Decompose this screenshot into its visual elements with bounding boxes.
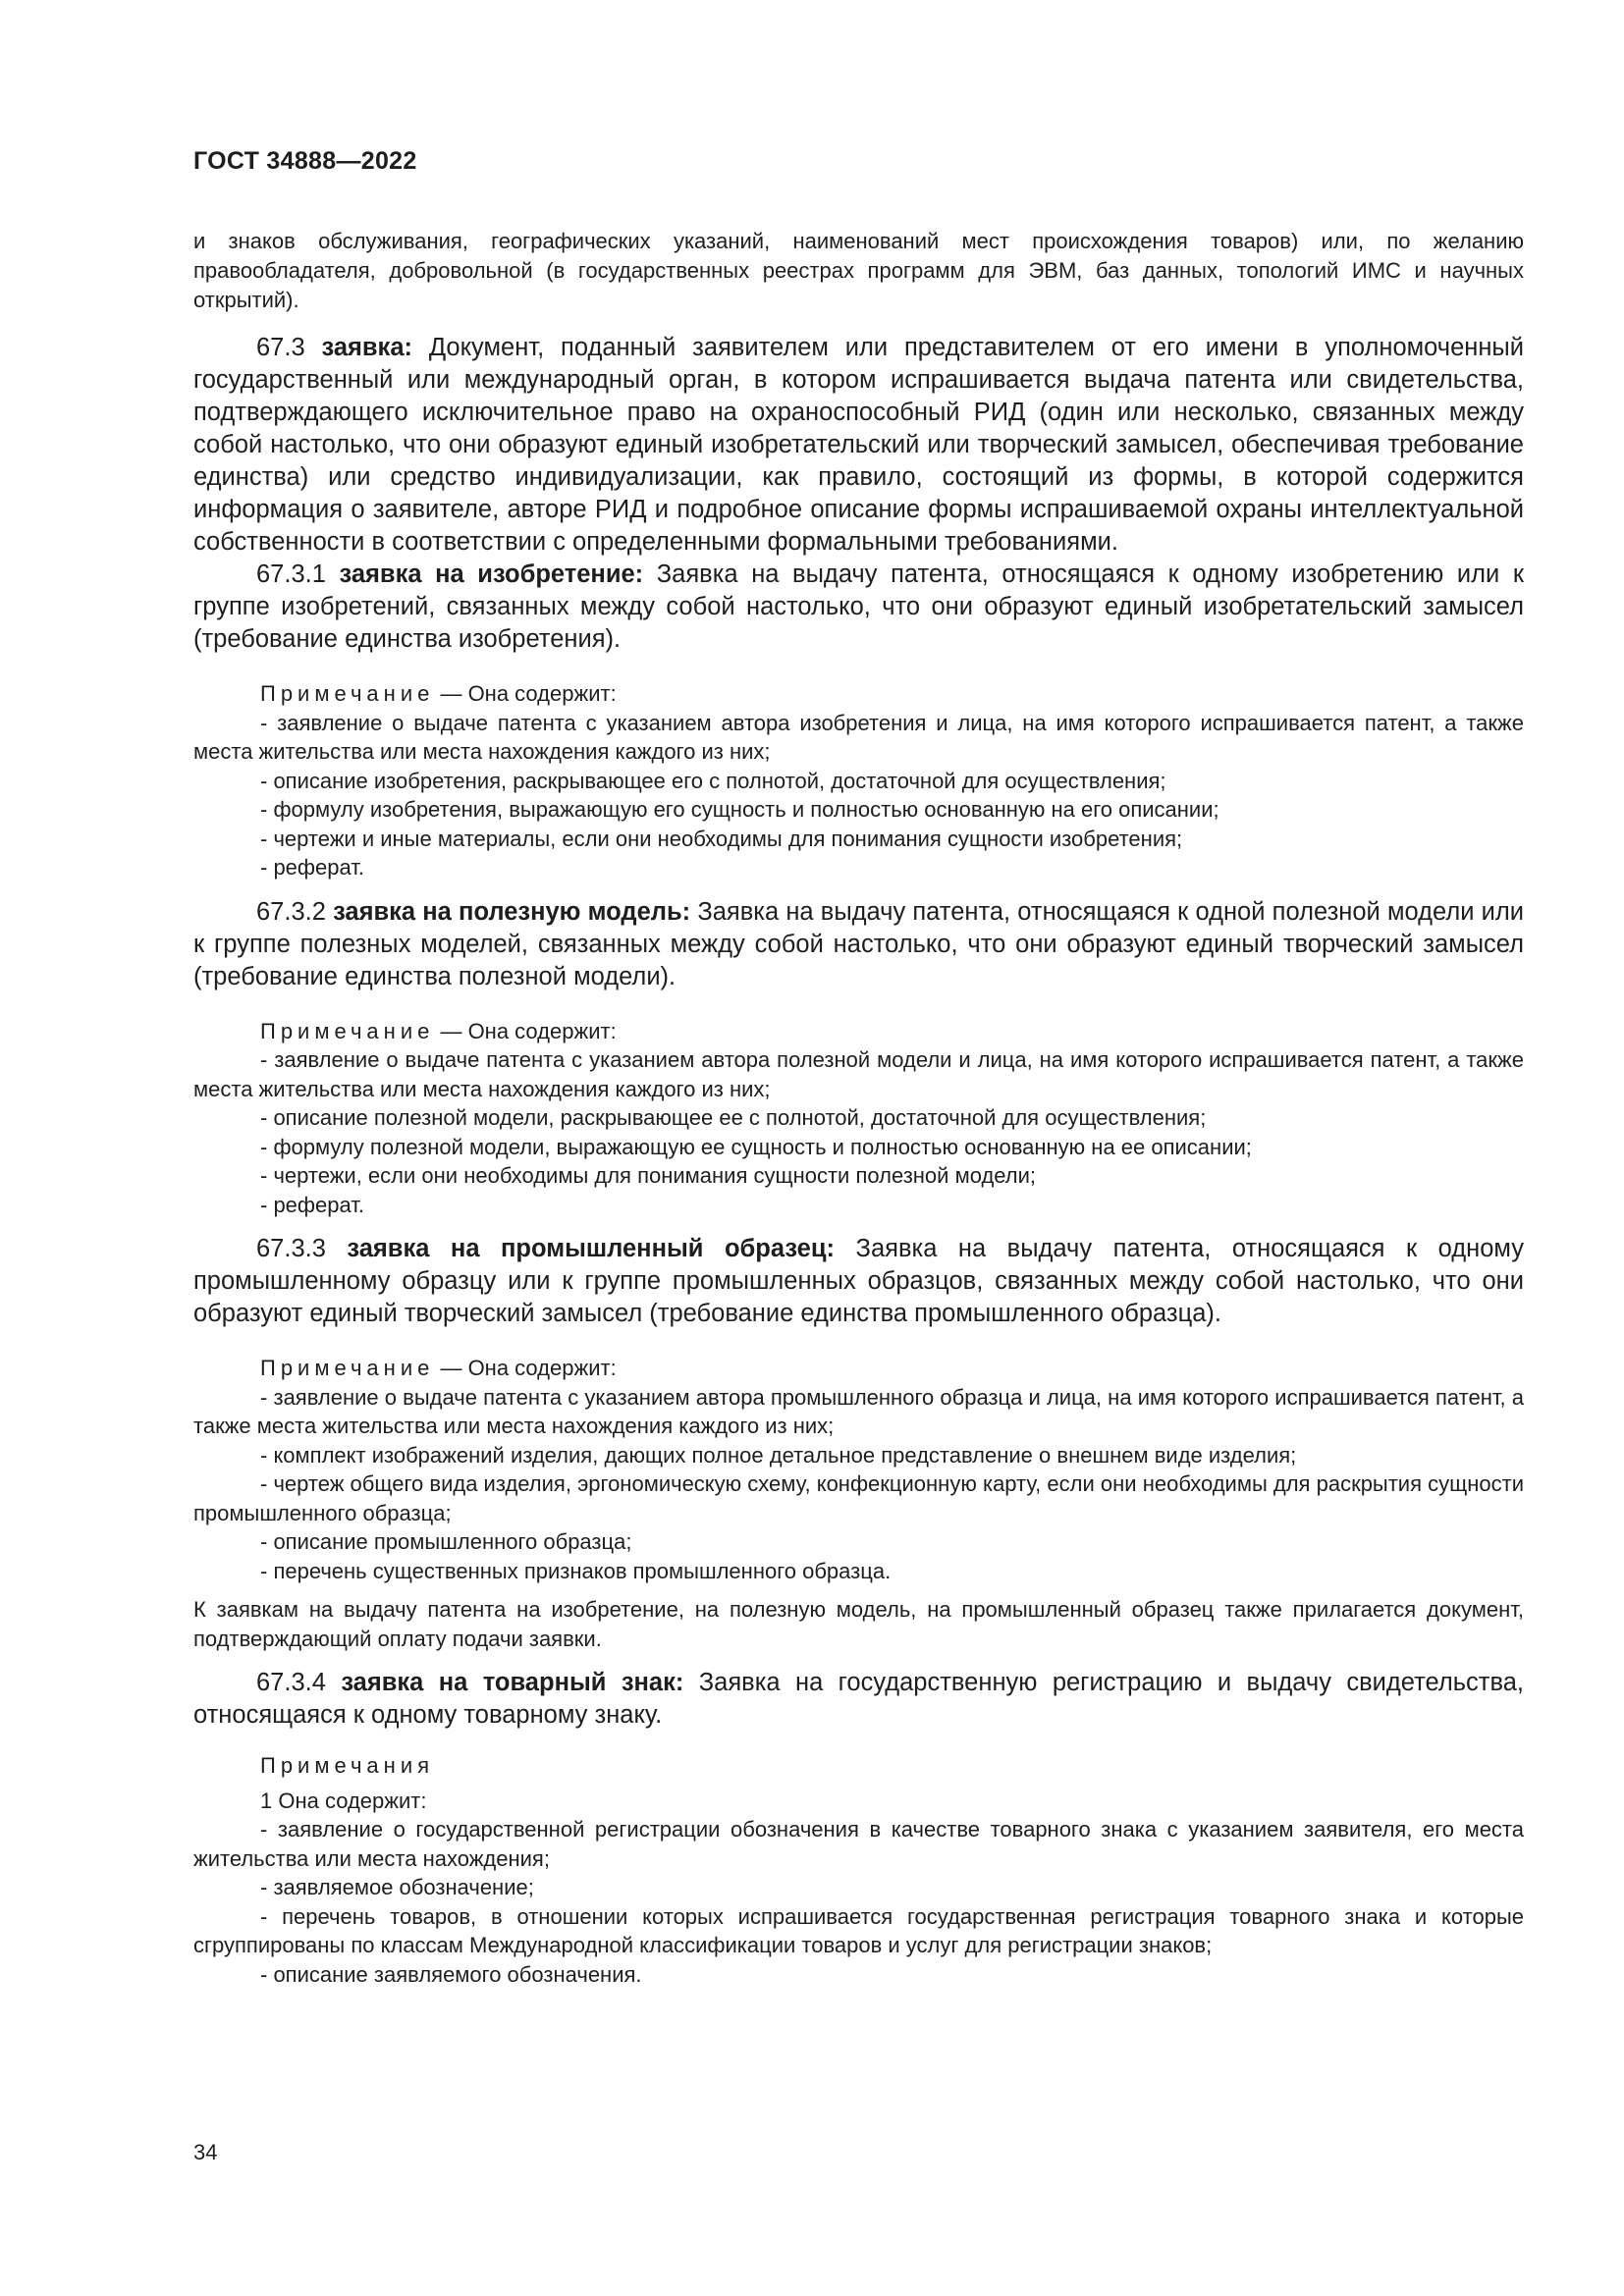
section-67-3-3: 67.3.3 заявка на промышленный образец: Заявка на выдачу патента, относящаяся к одному промышленному образцу или к группе промышленных образцов, связанных между собой настолько, что они образуют единый творческий замысел (требование единства промышленного образца). [193,1235,1524,1327]
list-item: - реферат. [260,1192,364,1217]
list-item: - перечень товаров, в отношении которых испрашивается государственная регистрация товарного знака и которые сгруппированы по классам Международной классификации товаров и услуг для регистрации знаков; [193,1903,1524,1957]
list-item: - комплект изображений изделия, дающих полное детальное представление о внешнем виде изделия; [260,1442,1297,1468]
list-item: - заявление о выдаче патента с указанием автора промышленного образца и лица, на имя которого испрашивается патент, а также места жительства или места нахождения каждого из них; [193,1384,1524,1438]
page-number: 34 [193,2140,218,2164]
note-label: Примечание [260,1356,435,1380]
note-67-3-1: Примечание — Она содержит: - заявление о выдаче патента с указанием автора изобретения и лица, на имя которого испрашивается патент, а также места жительства или места нахождения каждого из них; - описание изобретения, раскрывающее его с полнотой, достаточной для осуществления; - формулу изобретения, выражающую его сущность и полностью основанную на его описании; - чертежи и иные материалы, если они необходимы для понимания сущности изобретения; - реферат. [193,679,1524,882]
list-item: - заявление о выдаче патента с указанием автора полезной модели и лица, на имя которого испрашивается патент, а также места жительства или места нахождения каждого из них; [193,1047,1524,1101]
list-item: - чертежи, если они необходимы для понимания сущности полезной модели; [260,1163,1037,1188]
document-header: ГОСТ 34888—2022 [193,147,417,175]
note-67-3-3: Примечание — Она содержит: - заявление о выдаче патента с указанием автора промышленного образца и лица, на имя которого испрашивается патент, а также места жительства или места нахождения каждого из них; - комплект изображений изделия, дающих полное детальное представление о внешнем виде изделия; - чертеж общего вида изделия, эргономическую схему, конфекционную карту, если они необходимы для раскрытия сущности промышленного образца; - описание промышленного образца; - перечень существенных признаков промышленного образца. К заявкам на выдачу патента на изобретение, на полезную модель, на промышленный образец также прилагается документ, подтверждающий оплату подачи заявки. [193,1354,1524,1653]
note-67-3-4 [193,1751,1524,1989]
note-sub-intro: 1 Она содержит: [260,1788,427,1813]
list-item: - реферат. [260,855,364,880]
note-label: Примечание [260,1018,435,1043]
list-item: - описание изобретения, раскрывающее его с полнотой, достаточной для осуществления; [260,768,1166,793]
list-item: - заявляемое обозначение; [260,1875,534,1899]
list-item: - формулу полезной модели, выражающую ее сущность и полностью основанную на ее описании; [260,1134,1252,1159]
section-67-3: 67.3 заявка: Документ, поданный заявителем или представителем от его имени в уполномоченный государственный или международный орган, в котором испрашивается выдача патента или свидетельства, подтверждающего исключительное право на охраноспособный РИД (один или несколько, связанных между собой настолько, что они образуют единый изобретательский или творческий замысел, обеспечивая требование единства) или средство индивидуализации, как правило, состоящий из формы, в которой содержится информация о заявителе, авторе РИД и подробное описание формы испрашиваемой охраны интеллектуальной собственности в соответствии с определенными формальными требованиями. [193,334,1524,556]
list-item: - формулу изобретения, выражающую его сущность и полностью основанную на его описании; [260,797,1219,822]
note-label: Примечание [260,681,435,706]
note-67-3-2: Примечание — Она содержит: - заявление о выдаче патента с указанием автора полезной модели и лица, на имя которого испрашивается патент, а также места жительства или места нахождения каждого из них; - описание полезной модели, раскрывающее ее с полнотой, достаточной для осуществления; - формулу полезной модели, выражающую ее сущность и полностью основанную на ее описании; - чертежи, если они необходимы для понимания сущности полезной модели; - реферат. [193,1017,1524,1220]
note-label: Примечания [260,1753,435,1778]
list-item: - описание заявляемого обозначения. [260,1961,642,1987]
term: заявка на промышленный образец: [347,1235,836,1262]
section-67-3-1: 67.3.1 заявка на изобретение: Заявка на выдачу патента, относящаяся к одному изобретению или к группе изобретений, связанных между собой настолько, что они образуют единый изобретательский замысел (требование единства изобретения). [193,561,1524,653]
term: заявка на изобретение: [339,561,644,588]
term: заявка на товарный знак: [341,1669,684,1696]
list-item: - описание промышленного образца; [260,1529,632,1554]
list-item: - чертежи и иные материалы, если они необходимы для понимания сущности изобретения; [260,826,1183,851]
list-item: - заявление о выдаче патента с указанием автора изобретения и лица, на имя которого испрашивается патент, а также места жительства или места нахождения каждого из них; [193,710,1524,764]
lead-paragraph: и знаков обслуживания, географических указаний, наименований мест происхождения товаров) или, по желанию правообладателя, добровольной (в государственных реестрах программ для ЭВМ, баз данных, топологий ИМС и научных открытий). [193,229,1524,312]
main-content [193,332,1524,1989]
section-67-3-4: 67.3.4 заявка на товарный знак: Заявка на государственную регистрацию и выдачу свидетельства, относящаяся к одному товарному знаку. [193,1669,1524,1729]
section-67-3-2: 67.3.2 заявка на полезную модель: Заявка на выдачу патента, относящаяся к одной полезной модели или к группе полезных моделей, связанных между собой настолько, что они образуют единый творческий замысел (требование единства полезной модели). [193,897,1524,990]
list-item: - перечень существенных признаков промышленного образца. [260,1558,892,1583]
term: заявка: [321,334,412,361]
list-item: - описание полезной модели, раскрывающее ее с полнотой, достаточной для осуществления; [260,1105,1207,1130]
term: заявка на полезную модель: [333,897,691,926]
closing-paragraph: К заявкам на выдачу патента на изобретение, на полезную модель, на промышленный образец также прилагается документ, подтверждающий оплату подачи заявки. [193,1597,1524,1651]
list-item: - заявление о государственной регистрации обозначения в качестве товарного знака с указанием заявителя, его места жительства или места нахождения; [193,1817,1524,1871]
list-item: - чертеж общего вида изделия, эргономическую схему, конфекционную карту, если они необходимы для раскрытия сущности промышленного образца; [193,1471,1524,1525]
